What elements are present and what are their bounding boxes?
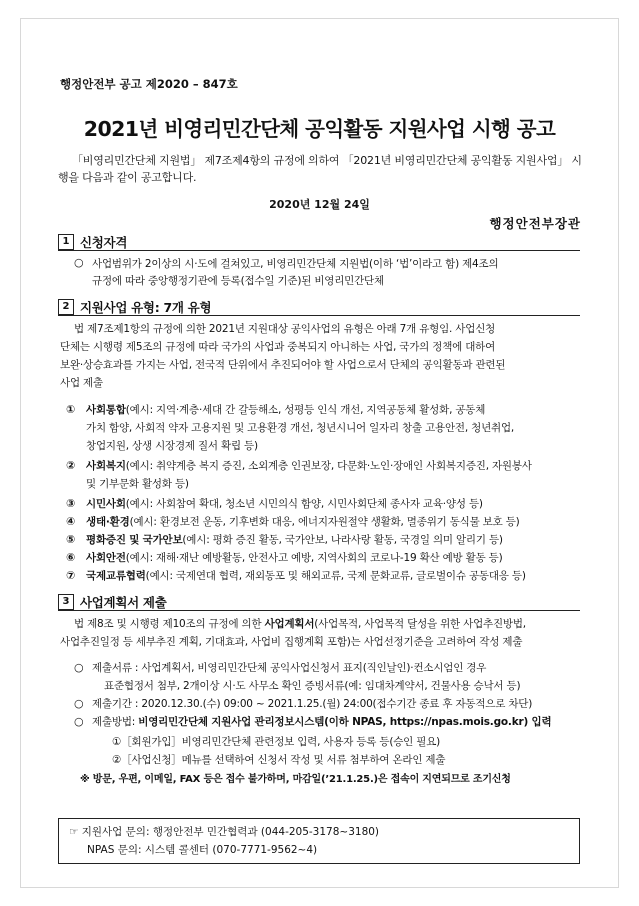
section-2-para-line2: 단체는 시행령 제5조의 규정에 따라 국가의 사업과 중복되지 아니하는 사업, 국가의 정책에 대하여 — [60, 341, 496, 353]
submit-period-line: 제출기간 : 2020.12.30.(수) 09:00 ~ 2021.1.25.(월) 24:00(접수기간 종료 후 자동적으로 차단) — [92, 698, 533, 710]
section-3-para-bold: 사업계획서 — [264, 618, 315, 630]
step-signup: ①［회원가입］비영리민간단체 관련정보 입력, 사용자 등록 등(승인 필요) — [112, 736, 441, 748]
type-1-line1 — [86, 402, 591, 419]
section-3-number: 3 — [58, 594, 74, 610]
type-7-line1 — [86, 568, 591, 585]
type-7-name: 국제교류협력 — [86, 570, 146, 582]
contact-npas: NPAS 문의: 시스템 콜센터 (070-7771-9562~4) — [87, 844, 318, 856]
section-1-number: 1 — [58, 234, 74, 250]
signer: 행정안전부장관 — [489, 216, 581, 231]
contact-program: ☞ 지원사업 문의: 행정안전부 민간협력과 (044-205-3178~3180) — [69, 826, 380, 838]
type-1-name: 사회통합 — [86, 404, 126, 416]
type-3-number: ③ — [66, 497, 76, 510]
type-1-line2: 가치 함양, 사회적 약자 고용지원 및 고용환경 개선, 청년시니어 일자리 창출 고용안전, 청년취업, — [86, 422, 515, 434]
type-7-desc: (예시: 국제연대 협력, 재외동포 및 해외교류, 국제 문화교류, 글로벌이슈 공동대응 등) — [145, 570, 526, 582]
submit-docs-bullet-icon: ○ — [74, 661, 84, 674]
type-1-desc: (예시: 지역·계층·세대 간 갈등해소, 성평등 인식 개선, 지역공동체 활성화, 공동체 — [125, 404, 486, 416]
type-4-desc: (예시: 환경보전 운동, 기후변화 대응, 에너지자원절약 생활화, 멸종위기 동식물 보호 등) — [129, 516, 520, 528]
submit-method-line — [92, 714, 592, 731]
type-3-name: 시민사회 — [86, 498, 126, 510]
type-1-line3: 창업지원, 상생 시장경제 질서 확립 등) — [86, 440, 258, 452]
type-4-number: ④ — [66, 515, 76, 528]
section-3-title: 사업계획서 제출 — [80, 595, 167, 610]
section-2-title: 지원사업 유형: 7개 유형 — [80, 300, 212, 315]
note-early-submission: ※ 방문, 우편, 이메일, FAX 등은 접수 불가하며, 마감일(’21.1.25.)은 접속이 지연되므로 조기신청 — [80, 774, 511, 785]
section-2-number: 2 — [58, 299, 74, 315]
type-5-desc: (예시: 평화 증진 활동, 국가안보, 나라사랑 활동, 국경일 의미 알리기 등) — [182, 534, 503, 546]
section-1-title: 신청자격 — [80, 235, 128, 250]
submit-docs-line1: 제출서류 : 사업계획서, 비영리민간단체 공익사업신청서 표지(직인날인)·컨소시엄인 경우 — [92, 662, 487, 674]
step-apply: ②［사업신청］메뉴를 선택하여 신청서 작성 및 서류 첨부하여 온라인 제출 — [112, 754, 446, 766]
submit-method-bullet-icon: ○ — [74, 715, 84, 728]
type-2-desc: (예시: 취약계층 복지 증진, 소외계층 인권보장, 다문화·노인·장애인 사회복지증진, 자원봉사 — [125, 460, 532, 472]
section-1-bullet-icon: ○ — [74, 256, 84, 269]
type-2-line2: 및 기부문화 활성화 등) — [86, 478, 189, 490]
section-3-para-pre: 법 제8조 및 시행령 제10조의 규정에 의한 — [74, 618, 265, 630]
section-2-para-line4: 사업 제출 — [60, 377, 103, 389]
submit-method-label: 제출방법: — [92, 716, 139, 728]
section-1-text-line1: 사업범위가 2이상의 시·도에 걸쳐있고, 비영리민간단체 지원법(이하 ‘법’이라고 함) 제4조의 — [92, 258, 499, 270]
type-5-number: ⑤ — [66, 533, 76, 546]
type-7-number: ⑦ — [66, 569, 76, 582]
type-3-line1 — [86, 496, 591, 513]
type-2-line1 — [86, 458, 591, 475]
submit-period-bullet-icon: ○ — [74, 697, 84, 710]
type-2-number: ② — [66, 459, 76, 472]
section-3-para-line2: 사업추진일정 등 세부추진 계획, 기대효과, 사업비 집행계획 포함)는 사업선정기준을 고려하여 작성 제출 — [60, 636, 523, 648]
type-3-desc: (예시: 사회참여 확대, 청소년 시민의식 함양, 시민사회단체 종사자 교육·양성 등) — [125, 498, 483, 510]
type-6-desc: (예시: 재해·재난 예방활동, 안전사고 예방, 지역사회의 코로나-19 확산 예방 활동 등) — [125, 552, 503, 564]
document-number: 행정안전부 공고 제2020 – 847호 — [60, 77, 238, 91]
section-3-header — [58, 594, 580, 611]
intro-paragraph: 「비영리민간단체 지원법」 제7조제4항의 규정에 의하여 「2021년 비영리민간단체 공익활동 지원사업」 시행을 다음과 같이 공고합니다. — [58, 154, 582, 184]
section-2-header — [58, 299, 580, 316]
type-4-line1 — [86, 514, 591, 531]
section-2-para-line1: 법 제7조제1항의 규정에 의한 2021년 지원대상 공익사업의 유형은 아래 7개 유형임. 사업신청 — [74, 323, 496, 335]
contact-box — [58, 818, 580, 864]
type-4-name: 생태·환경 — [86, 516, 130, 528]
type-6-name: 사회안전 — [86, 552, 126, 564]
section-2-para-line3: 보완·상승효과를 가지는 사업, 전국적 단위에서 추진되어야 할 사업으로서 단체의 공익활동과 관련된 — [60, 359, 506, 371]
section-3-para-post: (사업목적, 사업목적 달성을 위한 사업추진방법, — [314, 618, 526, 630]
type-6-number: ⑥ — [66, 551, 76, 564]
type-1-number: ① — [66, 403, 76, 416]
type-6-line1 — [86, 550, 591, 567]
type-5-name: 평화증진 및 국가안보 — [86, 534, 183, 546]
section-1-text-line2: 규정에 따라 중앙행정기관에 등록(접수일 기준)된 비영리민간단체 — [92, 275, 384, 287]
section-3-para-line1 — [74, 616, 589, 633]
document-title: 2021년 비영리민간단체 공익활동 지원사업 시행 공고 — [83, 117, 556, 141]
type-2-name: 사회복지 — [86, 460, 126, 472]
submit-method-system: 비영리민간단체 지원사업 관리정보시스템(이하 NPAS, https://npas.mois.go.kr) 입력 — [138, 716, 552, 728]
announcement-date: 2020년 12월 24일 — [269, 198, 370, 211]
section-1-header — [58, 234, 580, 251]
type-5-line1 — [86, 532, 591, 549]
submit-docs-line2: 표준협정서 첨부, 2개이상 시·도 사무소 확인 증빙서류(예: 임대차계약서, 건물사용 승낙서 등) — [104, 680, 521, 692]
